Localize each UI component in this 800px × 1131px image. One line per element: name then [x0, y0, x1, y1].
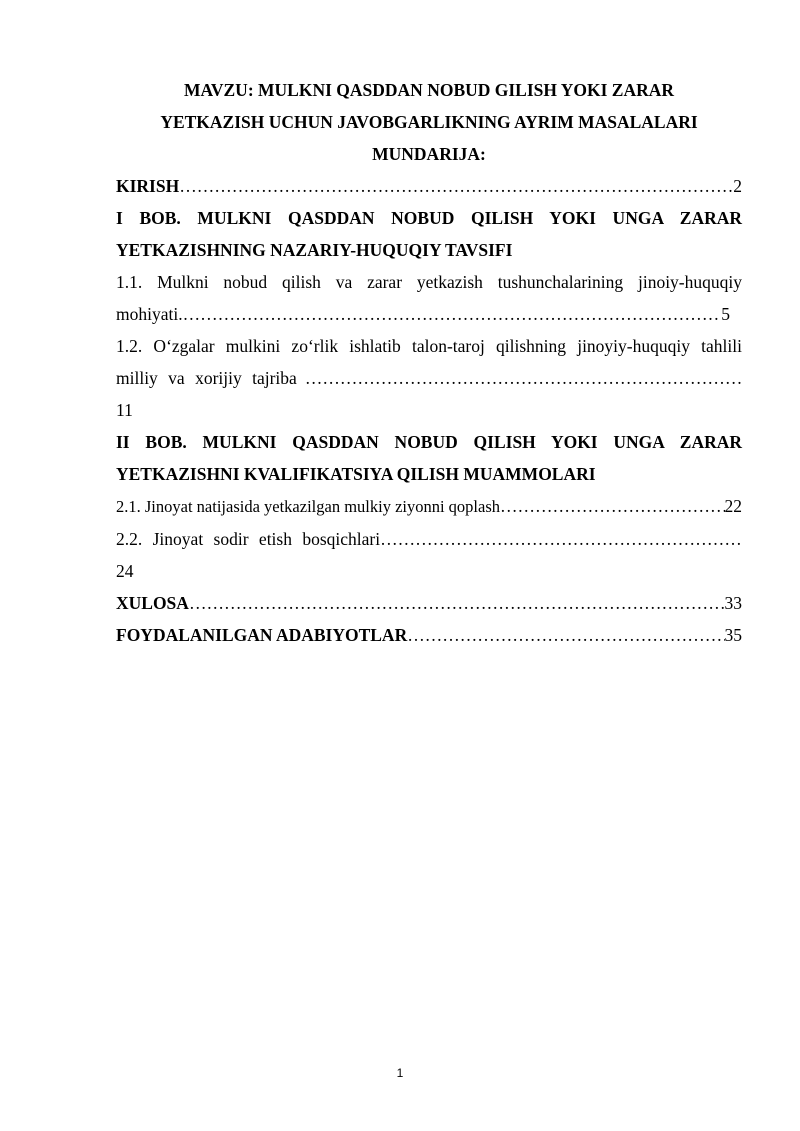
toc-page-number: 2: [733, 176, 742, 196]
toc-label: mohiyati.: [116, 304, 183, 324]
toc-chapter-1[interactable]: [116, 202, 742, 266]
toc-label: 2.2. Jinoyat sodir etish bosqichlari: [116, 529, 381, 549]
toc-label: FOYDALANILGAN ADABIYOTLAR: [116, 625, 408, 645]
chapter-heading-line-1: II BOB. MULKNI QASDDAN NOBUD QILISH YOKI UNGA ZARAR: [116, 432, 742, 452]
toc-section-1-1[interactable]: [116, 266, 742, 330]
toc-page-number: 24: [116, 561, 134, 581]
section-line-2: [116, 362, 742, 394]
toc-leader-dots: [189, 587, 725, 619]
toc-entry-kirish[interactable]: [116, 170, 742, 202]
toc-label: 2.1. Jinoyat natijasida yetkazilgan mulkiy ziyonni qoplash: [116, 497, 501, 516]
toc-leader-dots: [500, 490, 724, 522]
toc-section-1-2[interactable]: [116, 330, 742, 426]
page-content: [116, 74, 742, 651]
section-line-1: [116, 523, 742, 555]
chapter-heading-line-2: YETKAZISHNING NAZARIY-HUQUQIY TAVSIFI: [116, 240, 513, 260]
toc-section-2-1[interactable]: [116, 490, 742, 523]
toc-heading: MUNDARIJA:: [372, 144, 486, 164]
toc-leader-dots: [380, 523, 742, 555]
section-line-2: [116, 298, 730, 330]
section-line-1: 1.1. Mulkni nobud qilish va zarar yetkazish tushunchalarining jinoiy-huquqiy: [116, 272, 742, 292]
toc-label: milliy va xorijiy tajriba: [116, 368, 297, 388]
toc-page-number: 5: [721, 304, 730, 324]
toc-entry-adabiyotlar[interactable]: [116, 619, 742, 651]
page-number: 1: [396, 1066, 404, 1080]
toc-label: KIRISH: [116, 176, 180, 196]
toc-label: XULOSA: [116, 593, 189, 613]
section-line-1: 1.2. O‘zgalar mulkini zo‘rlik ishlatib talon-taroj qilishning jinoyiy-huquqiy tahlili: [116, 336, 742, 356]
toc-leader-dots: [407, 619, 724, 651]
document-title: [116, 74, 742, 170]
toc-leader-dots: [305, 362, 742, 394]
toc-chapter-2[interactable]: [116, 426, 742, 490]
toc-page-number: 22: [724, 496, 742, 516]
title-line-1: MAVZU: MULKNI QASDDAN NOBUD GILISH YOKI ZARAR: [183, 80, 675, 100]
chapter-heading-line-2: YETKAZISHNI KVALIFIKATSIYA QILISH MUAMMOLARI: [116, 464, 596, 484]
toc-page-number: 35: [724, 625, 742, 645]
toc-entry-xulosa[interactable]: [116, 587, 742, 619]
toc-page-number: 11: [116, 400, 133, 420]
toc-page-number: 33: [724, 593, 742, 613]
toc-section-2-2[interactable]: [116, 523, 742, 587]
toc-leader-dots: [179, 170, 733, 202]
chapter-heading-line-1: I BOB. MULKNI QASDDAN NOBUD QILISH YOKI UNGA ZARAR: [116, 208, 742, 228]
toc-leader-dots: [183, 298, 722, 330]
title-line-2: YETKAZISH UCHUN JAVOBGARLIKNING AYRIM MASALALARI: [160, 112, 698, 132]
